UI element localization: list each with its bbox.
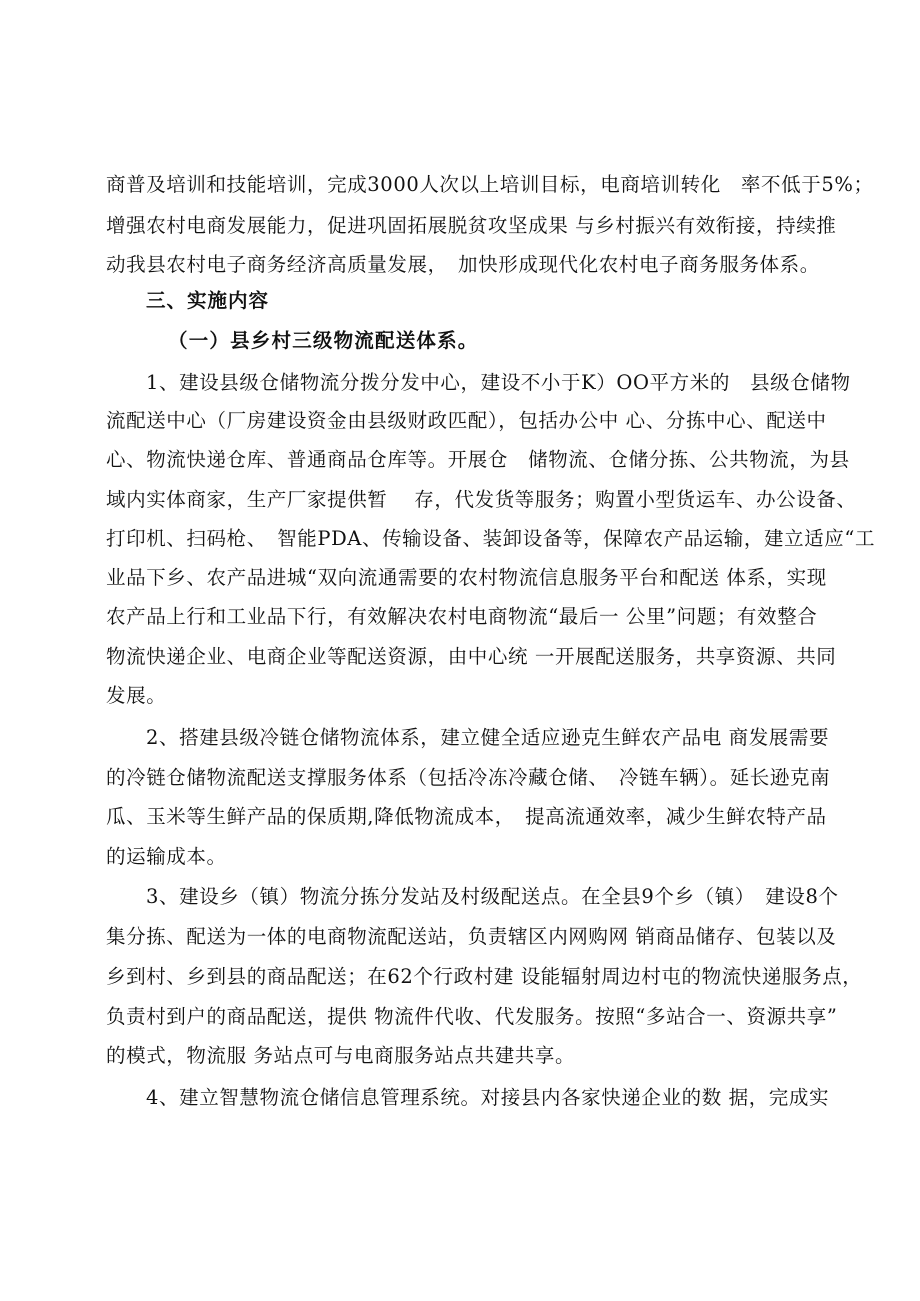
item-1-line-2: 流配送中心（厂房建设资金由县级财政匹配），包括办公中 心、分拣中心、配送中: [106, 409, 827, 432]
item-1-line-1: 1、建设县级仓储物流分拨分发中心，建设不小于K）OO平方米的 县级仓储物: [146, 371, 851, 394]
subsection-title: （一）县乡村三级物流配送体系。: [168, 329, 479, 352]
intro-line-3: 动我县农村电子商务经济高质量发展， 加快形成现代化农村电子商务服务体系。: [106, 253, 820, 276]
item-3-line-5: 的模式，物流服 务站点可与电商服务站点共建共享。: [106, 1044, 576, 1067]
item-1-line-6: 业品下乡、农产品进城“双向流通需要的农村物流信息服务平台和配送 体系，实现: [106, 566, 827, 589]
item-3-line-3: 乡到村、乡到县的商品配送；在62个行政村建 设能辐射周边村屯的物流快递服务点，: [106, 965, 863, 988]
intro-line-2: 增强农村电商发展能力，促进巩固拓展脱贫攻坚成果 与乡村振兴有效衔接，持续推: [106, 214, 837, 237]
section-title: 三、实施内容: [146, 289, 270, 312]
item-2-line-2: 的冷链仓储物流配送支撑服务体系（包括冷冻冷藏仓储、 冷链车辆）。延长逊克南: [106, 766, 831, 789]
item-2-line-4: 的运输成本。: [106, 845, 227, 868]
item-1-line-9: 发展。: [106, 684, 167, 707]
item-1-line-5: 打印机、扫码枪、 智能PDA、传输设备、装卸设备等，保障农产品运输，建立适应“工: [106, 527, 876, 550]
intro-line-1: 商普及培训和技能培训，完成3000人次以上培训目标，电商培训转化 率不低于5%；: [106, 173, 874, 196]
item-1-line-3: 心、物流快递仓库、普通商品仓库等。开展仓 储物流、仓储分拣、公共物流，为县: [106, 448, 850, 471]
item-1-line-8: 物流快递企业、电商企业等配送资源，由中心统 一开展配送服务，共享资源、共同: [106, 645, 837, 668]
item-3-line-2: 集分拣、配送为一体的电商物流配送站，负责辖区内网购网 销商品储存、包装以及: [106, 925, 837, 948]
item-2-line-3: 瓜、玉米等生鲜产品的保质期,降低物流成本， 提高流通效率，减少生鲜农特产品: [106, 805, 827, 828]
item-2-line-1: 2、搭建县级冷链仓储物流体系，建立健全适应逊克生鲜农产品电 商发展需要: [146, 726, 830, 749]
item-4-line-1: 4、建立智慧物流仓储信息管理系统。对接县内各家快递企业的数 据，完成实: [146, 1086, 830, 1109]
item-1-line-4: 域内实体商家，生产厂家提供暂 存，代发货等服务；购置小型货运车、办公设备、: [106, 488, 857, 511]
item-1-line-7: 农产品上行和工业品下行，有效解决农村电商物流“最后一 公里”问题；有效整合: [106, 605, 818, 628]
item-3-line-1: 3、建设乡（镇）物流分拣分发站及村级配送点。在全县9个乡（镇） 建设8个: [146, 885, 839, 908]
item-3-line-4: 负责村到户的商品配送，提供 物流件代收、代发服务。按照“多站合一、资源共享”: [106, 1005, 838, 1028]
